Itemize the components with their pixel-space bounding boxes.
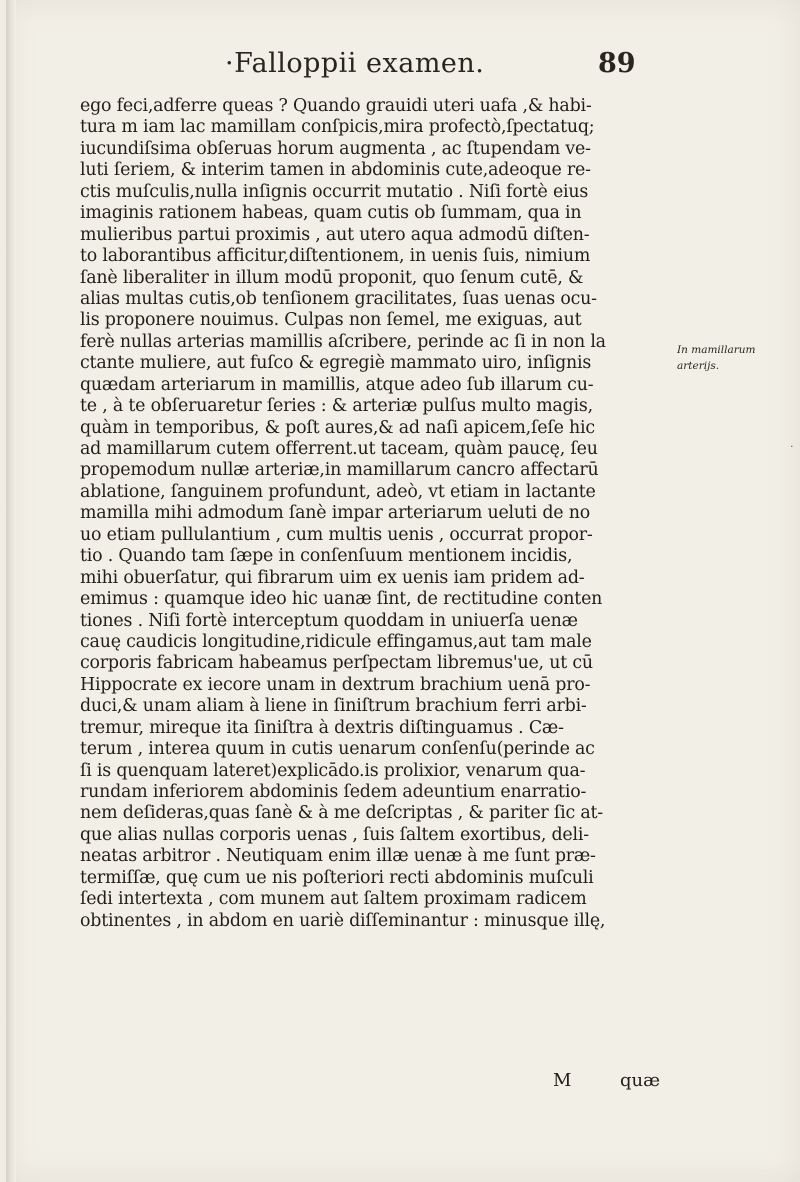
- signature-mark: M: [553, 1070, 572, 1091]
- text-line: ſedi intertexta , com munem aut ſaltem proximam radicem: [80, 889, 587, 910]
- text-line: mulieribus partui proximis , aut utero aqua admodū diſten-: [80, 224, 590, 245]
- margin-note: [677, 342, 792, 374]
- page-edge-shadow: [6, 0, 16, 1182]
- text-line: mihi obuerſatur, qui fibrarum uim ex uenis iam pridem ad-: [80, 567, 585, 588]
- body-text: [80, 96, 680, 932]
- text-line: quædam arteriarum in mamillis, atque adeo ſub illarum cu-: [80, 374, 594, 395]
- margin-note-line: In mamillarum: [677, 344, 756, 356]
- text-line: tura m iam lac mamillam conſpicis,mira profectò,ſpectatuq;: [80, 117, 595, 138]
- catchword: quæ: [620, 1070, 661, 1091]
- text-line: propemodum nullæ arteriæ,in mamillarum cancro affectarū: [80, 460, 599, 481]
- text-line: ctis muſculis,nulla inſignis occurrit mutatio . Niſi fortè eius: [80, 181, 589, 202]
- text-line: ſi is quenquam lateret)explicādo.is prolixior, venarum qua-: [80, 760, 586, 781]
- text-line: imaginis rationem habeas, quam cutis ob ſummam, qua in: [80, 203, 582, 224]
- text-line: terum , interea quum in cutis uenarum conſenſu(perinde ac: [80, 739, 595, 760]
- text-line: alias multas cutis,ob tenſionem gracilitates, ſuas uenas ocu-: [80, 288, 597, 309]
- text-line: ablatione, ſanguinem profundunt, adeò, vt etiam in lactante: [80, 481, 596, 502]
- text-line: lis proponere nouimus. Culpas non ſemel, me exiguas, aut: [80, 310, 582, 331]
- text-line: emimus : quamque ideo hic uanæ ſint, de rectitudine conten: [80, 589, 603, 610]
- margin-note-line: arterijs.: [677, 360, 720, 372]
- text-line: neatas arbitror . Neutiquam enim illæ uenæ à me ſunt præ-: [80, 846, 596, 867]
- text-line: rundam inferiorem abdominis ſedem adeuntium enarratio-: [80, 782, 587, 802]
- text-line: uo etiam pullulantium , cum multis uenis , occurrat propor-: [80, 524, 593, 545]
- text-line: luti ſeriem, & interim tamen in abdominis cute,adeoque re-: [80, 160, 591, 181]
- text-line: termiſſæ, quę cum ue nis poſteriori recti abdominis muſculi: [80, 867, 594, 888]
- text-line: ad mamillarum cutem offerrent.ut taceam, quàm paucę, ſeu: [80, 439, 598, 459]
- page-number: 89: [598, 48, 636, 79]
- text-line: que alias nullas corporis uenas , ſuis ſaltem exortibus, deli-: [80, 824, 589, 845]
- running-head: [0, 48, 800, 92]
- text-line: ctante muliere, aut fuſco & egregiè mammato uiro, inſignis: [80, 353, 592, 374]
- text-line: Hippocrate ex iecore unam in dextrum brachium uenā pro-: [80, 674, 591, 695]
- text-line: tremur, mireque ita ſiniſtra à dextris diſtinguamus . Cæ-: [80, 717, 564, 738]
- header-title: ·Falloppii examen.: [225, 48, 485, 79]
- text-line: corporis fabricam habeamus perſpectam libremus'ue, ut cū: [80, 653, 593, 674]
- text-line: tiones . Niſi fortè interceptum quoddam in uniuerſa uenæ: [80, 610, 578, 631]
- text-line: ſanè liberaliter in illum modū proponit, quo ſenum cutē, &: [80, 267, 584, 288]
- text-line: cauę caudicis longitudine,ridicule effingamus,aut tam male: [80, 631, 592, 652]
- text-line: tio . Quando tam ſæpe in conſenſuum mentionem incidis,: [80, 546, 573, 567]
- text-line: ego feci,adferre queas ? Quando grauidi uteri uafa ,& habi-: [80, 96, 592, 116]
- text-line: te , à te obſeruaretur ſeries : & arteriæ pulſus multo magis,: [80, 396, 593, 417]
- text-line: quàm in temporibus, & poſt aures,& ad naſi apicem,ſeſe hic: [80, 417, 595, 438]
- text-line: to laborantibus afficitur,diſtentionem, in uenis ſuis, nimium: [80, 246, 591, 267]
- text-line: mamilla mihi admodum ſanè impar arteriarum ueluti de no: [80, 503, 590, 524]
- text-line: ferè nullas arterias mamillis aſcribere, perinde ac ſi in non la: [80, 331, 606, 352]
- text-line: nem deſideras,quas ſanè & à me deſcriptas , & pariter ſic at-: [80, 803, 603, 824]
- text-line: obtinentes , in abdom en uariè diſſeminantur : minusque illę,: [80, 910, 606, 931]
- text-line: iucundiſsima obſeruas horum augmenta , ac ſtupendam ve-: [80, 138, 591, 159]
- text-line: duci,& unam aliam à liene in ſiniſtrum brachium ferri arbi-: [80, 696, 587, 717]
- ink-speck: ·: [790, 440, 794, 453]
